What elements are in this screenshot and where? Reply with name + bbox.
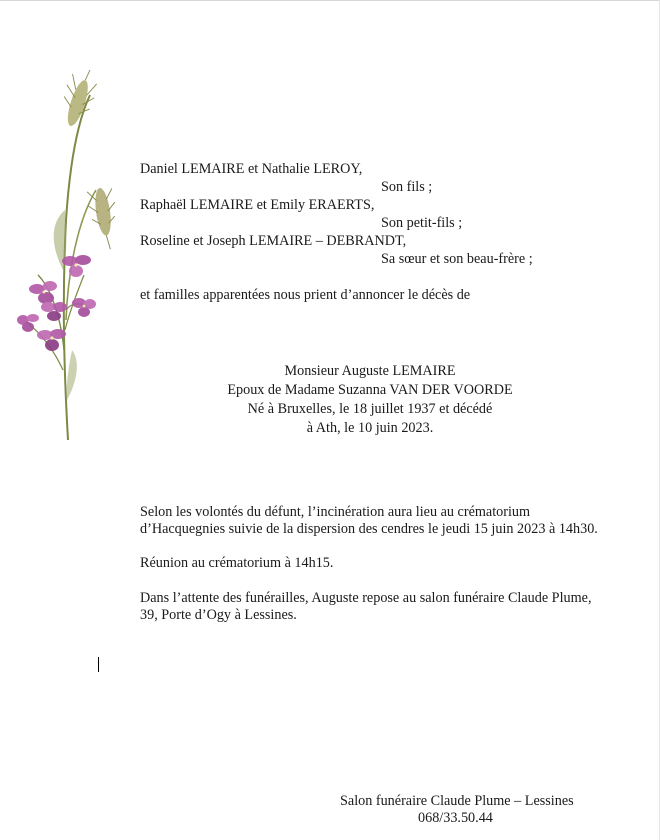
footer-funeral-home: Salon funéraire Claude Plume – Lessines — [340, 793, 574, 809]
meeting-text: Réunion au crématorium à 14h15. — [140, 555, 334, 571]
deceased-birth-death: Né à Bruxelles, le 18 juillet 1937 et décédé — [247, 401, 493, 417]
deceased-name: Monsieur Auguste LEMAIRE — [284, 363, 456, 379]
rest-text-2: 39, Porte d’Ogy à Lessines. — [140, 607, 297, 623]
deceased-spouse: Epoux de Madame Suzanna VAN DER VOORDE — [227, 382, 513, 398]
text-cursor — [98, 657, 99, 672]
flower-illustration — [8, 70, 116, 455]
footer-phone: 068/33.50.44 — [418, 810, 493, 826]
family-name-3: Roseline et Joseph LEMAIRE – DEBRANDT, — [140, 233, 407, 249]
family-relation-1: Son fils ; — [381, 179, 433, 195]
deceased-death-place: à Ath, le 10 juin 2023. — [306, 420, 434, 436]
family-name-2: Raphaël LEMAIRE et Emily ERAERTS, — [140, 197, 375, 213]
family-name-1: Daniel LEMAIRE et Nathalie LEROY, — [140, 161, 363, 177]
cremation-text-2: d’Hacquegnies suivie de la dispersion des cendres le jeudi 15 juin 2023 à 14h30. — [140, 521, 598, 537]
family-relation-2: Son petit-fils ; — [381, 215, 463, 231]
rest-text-1: Dans l’attente des funérailles, Auguste repose au salon funéraire Claude Plume, — [140, 590, 592, 606]
family-relation-3: Sa sœur et son beau-frère ; — [381, 251, 533, 267]
page-top-border — [0, 0, 660, 1]
cremation-text-1: Selon les volontés du défunt, l’incinération aura lieu au crématorium — [140, 504, 531, 520]
announcement-text: et familles apparentées nous prient d’annoncer le décès de — [140, 287, 471, 303]
